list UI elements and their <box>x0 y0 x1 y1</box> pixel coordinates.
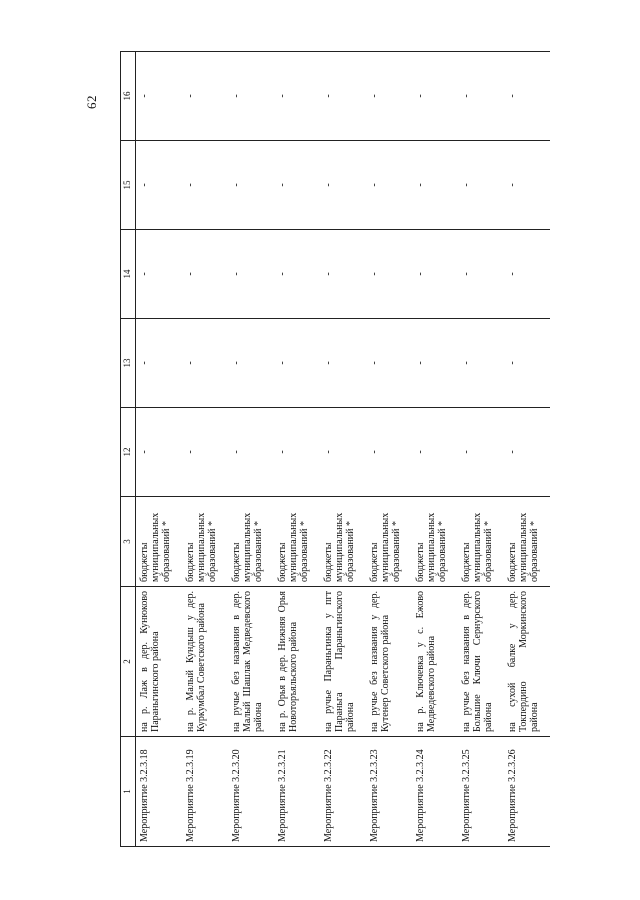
table-row <box>458 52 504 847</box>
table-row <box>274 52 320 847</box>
event-cell: Мероприятие 3.2.3.20 <box>228 737 274 847</box>
object-cell: на сухой балке у дер. Токпердино Моркинского района <box>504 587 550 737</box>
object-cell: на р. Лаж в дер. Кунюково Параньгинского района <box>136 587 182 737</box>
value-cell-12: - <box>458 408 504 497</box>
value-cell-15: - <box>320 141 366 230</box>
column-header-2: 2 <box>121 587 136 737</box>
value-cell-15: - <box>182 141 228 230</box>
column-header-12: 12 <box>121 408 136 497</box>
column-header-1: 1 <box>121 737 136 847</box>
value-cell-15: - <box>228 141 274 230</box>
table-row <box>182 52 228 847</box>
value-cell-14: - <box>366 230 412 319</box>
value-cell-15: - <box>458 141 504 230</box>
event-cell: Мероприятие 3.2.3.25 <box>458 737 504 847</box>
funding-source-cell: бюджеты муниципальных образований * <box>458 497 504 587</box>
value-cell-16: - <box>366 52 412 141</box>
value-cell-13: - <box>412 319 458 408</box>
funding-source-cell: бюджеты муниципальных образований * <box>228 497 274 587</box>
value-cell-16: - <box>228 52 274 141</box>
column-header-3: 3 <box>121 497 136 587</box>
value-cell-14: - <box>504 230 550 319</box>
page-number: 62 <box>84 95 99 109</box>
object-cell: на р. Малый Кундыш у дер. Куркумбал Советского района <box>182 587 228 737</box>
table-body <box>136 52 550 847</box>
value-cell-15: - <box>274 141 320 230</box>
table-row <box>366 52 412 847</box>
table-row <box>320 52 366 847</box>
value-cell-12: - <box>504 408 550 497</box>
value-cell-16: - <box>458 52 504 141</box>
value-cell-13: - <box>504 319 550 408</box>
funding-source-cell: бюджеты муниципальных образований * <box>504 497 550 587</box>
object-cell: на ручье без названия в дер. Большие Ключи Сернурского района <box>458 587 504 737</box>
value-cell-12: - <box>366 408 412 497</box>
object-cell: на р. Ключевка у с. Ежово Медведевского района <box>412 587 458 737</box>
event-cell: Мероприятие 3.2.3.26 <box>504 737 550 847</box>
event-cell: Мероприятие 3.2.3.21 <box>274 737 320 847</box>
column-header-13: 13 <box>121 319 136 408</box>
table-row <box>504 52 550 847</box>
value-cell-12: - <box>228 408 274 497</box>
value-cell-16: - <box>412 52 458 141</box>
value-cell-14: - <box>412 230 458 319</box>
funding-source-cell: бюджеты муниципальных образований * <box>136 497 182 587</box>
value-cell-14: - <box>458 230 504 319</box>
value-cell-13: - <box>274 319 320 408</box>
value-cell-12: - <box>182 408 228 497</box>
value-cell-14: - <box>182 230 228 319</box>
value-cell-15: - <box>412 141 458 230</box>
table-row <box>136 52 182 847</box>
value-cell-16: - <box>274 52 320 141</box>
value-cell-13: - <box>136 319 182 408</box>
measures-table <box>120 51 550 847</box>
value-cell-12: - <box>412 408 458 497</box>
funding-source-cell: бюджеты муниципальных образований * <box>182 497 228 587</box>
event-cell: Мероприятие 3.2.3.19 <box>182 737 228 847</box>
event-cell: Мероприятие 3.2.3.23 <box>366 737 412 847</box>
funding-source-cell: бюджеты муниципальных образований * <box>366 497 412 587</box>
value-cell-16: - <box>504 52 550 141</box>
value-cell-14: - <box>274 230 320 319</box>
object-cell: на р. Орья в дер. Нижняя Орья Новоторъяльского района <box>274 587 320 737</box>
column-header-16: 16 <box>121 52 136 141</box>
event-cell: Мероприятие 3.2.3.24 <box>412 737 458 847</box>
value-cell-14: - <box>228 230 274 319</box>
funding-source-cell: бюджеты муниципальных образований * <box>274 497 320 587</box>
object-cell: на ручье без названия в дер. Малый Шашлак Медведевского района <box>228 587 274 737</box>
object-cell: на ручье Параньгинка у пгт Параньга Параньгинского района <box>320 587 366 737</box>
table-row <box>228 52 274 847</box>
value-cell-16: - <box>136 52 182 141</box>
document-sheet <box>84 51 558 847</box>
value-cell-13: - <box>320 319 366 408</box>
column-header-14: 14 <box>121 230 136 319</box>
value-cell-13: - <box>182 319 228 408</box>
table-header <box>121 52 136 847</box>
value-cell-16: - <box>320 52 366 141</box>
funding-source-cell: бюджеты муниципальных образований * <box>320 497 366 587</box>
value-cell-13: - <box>366 319 412 408</box>
value-cell-12: - <box>136 408 182 497</box>
object-cell: на ручье без названия у дер. Кутенер Советского района <box>366 587 412 737</box>
value-cell-15: - <box>504 141 550 230</box>
value-cell-12: - <box>320 408 366 497</box>
value-cell-14: - <box>136 230 182 319</box>
event-cell: Мероприятие 3.2.3.22 <box>320 737 366 847</box>
value-cell-15: - <box>136 141 182 230</box>
value-cell-16: - <box>182 52 228 141</box>
table-row <box>412 52 458 847</box>
value-cell-12: - <box>274 408 320 497</box>
column-header-15: 15 <box>121 141 136 230</box>
funding-source-cell: бюджеты муниципальных образований * <box>412 497 458 587</box>
value-cell-13: - <box>458 319 504 408</box>
value-cell-13: - <box>228 319 274 408</box>
value-cell-15: - <box>366 141 412 230</box>
value-cell-14: - <box>320 230 366 319</box>
event-cell: Мероприятие 3.2.3.18 <box>136 737 182 847</box>
